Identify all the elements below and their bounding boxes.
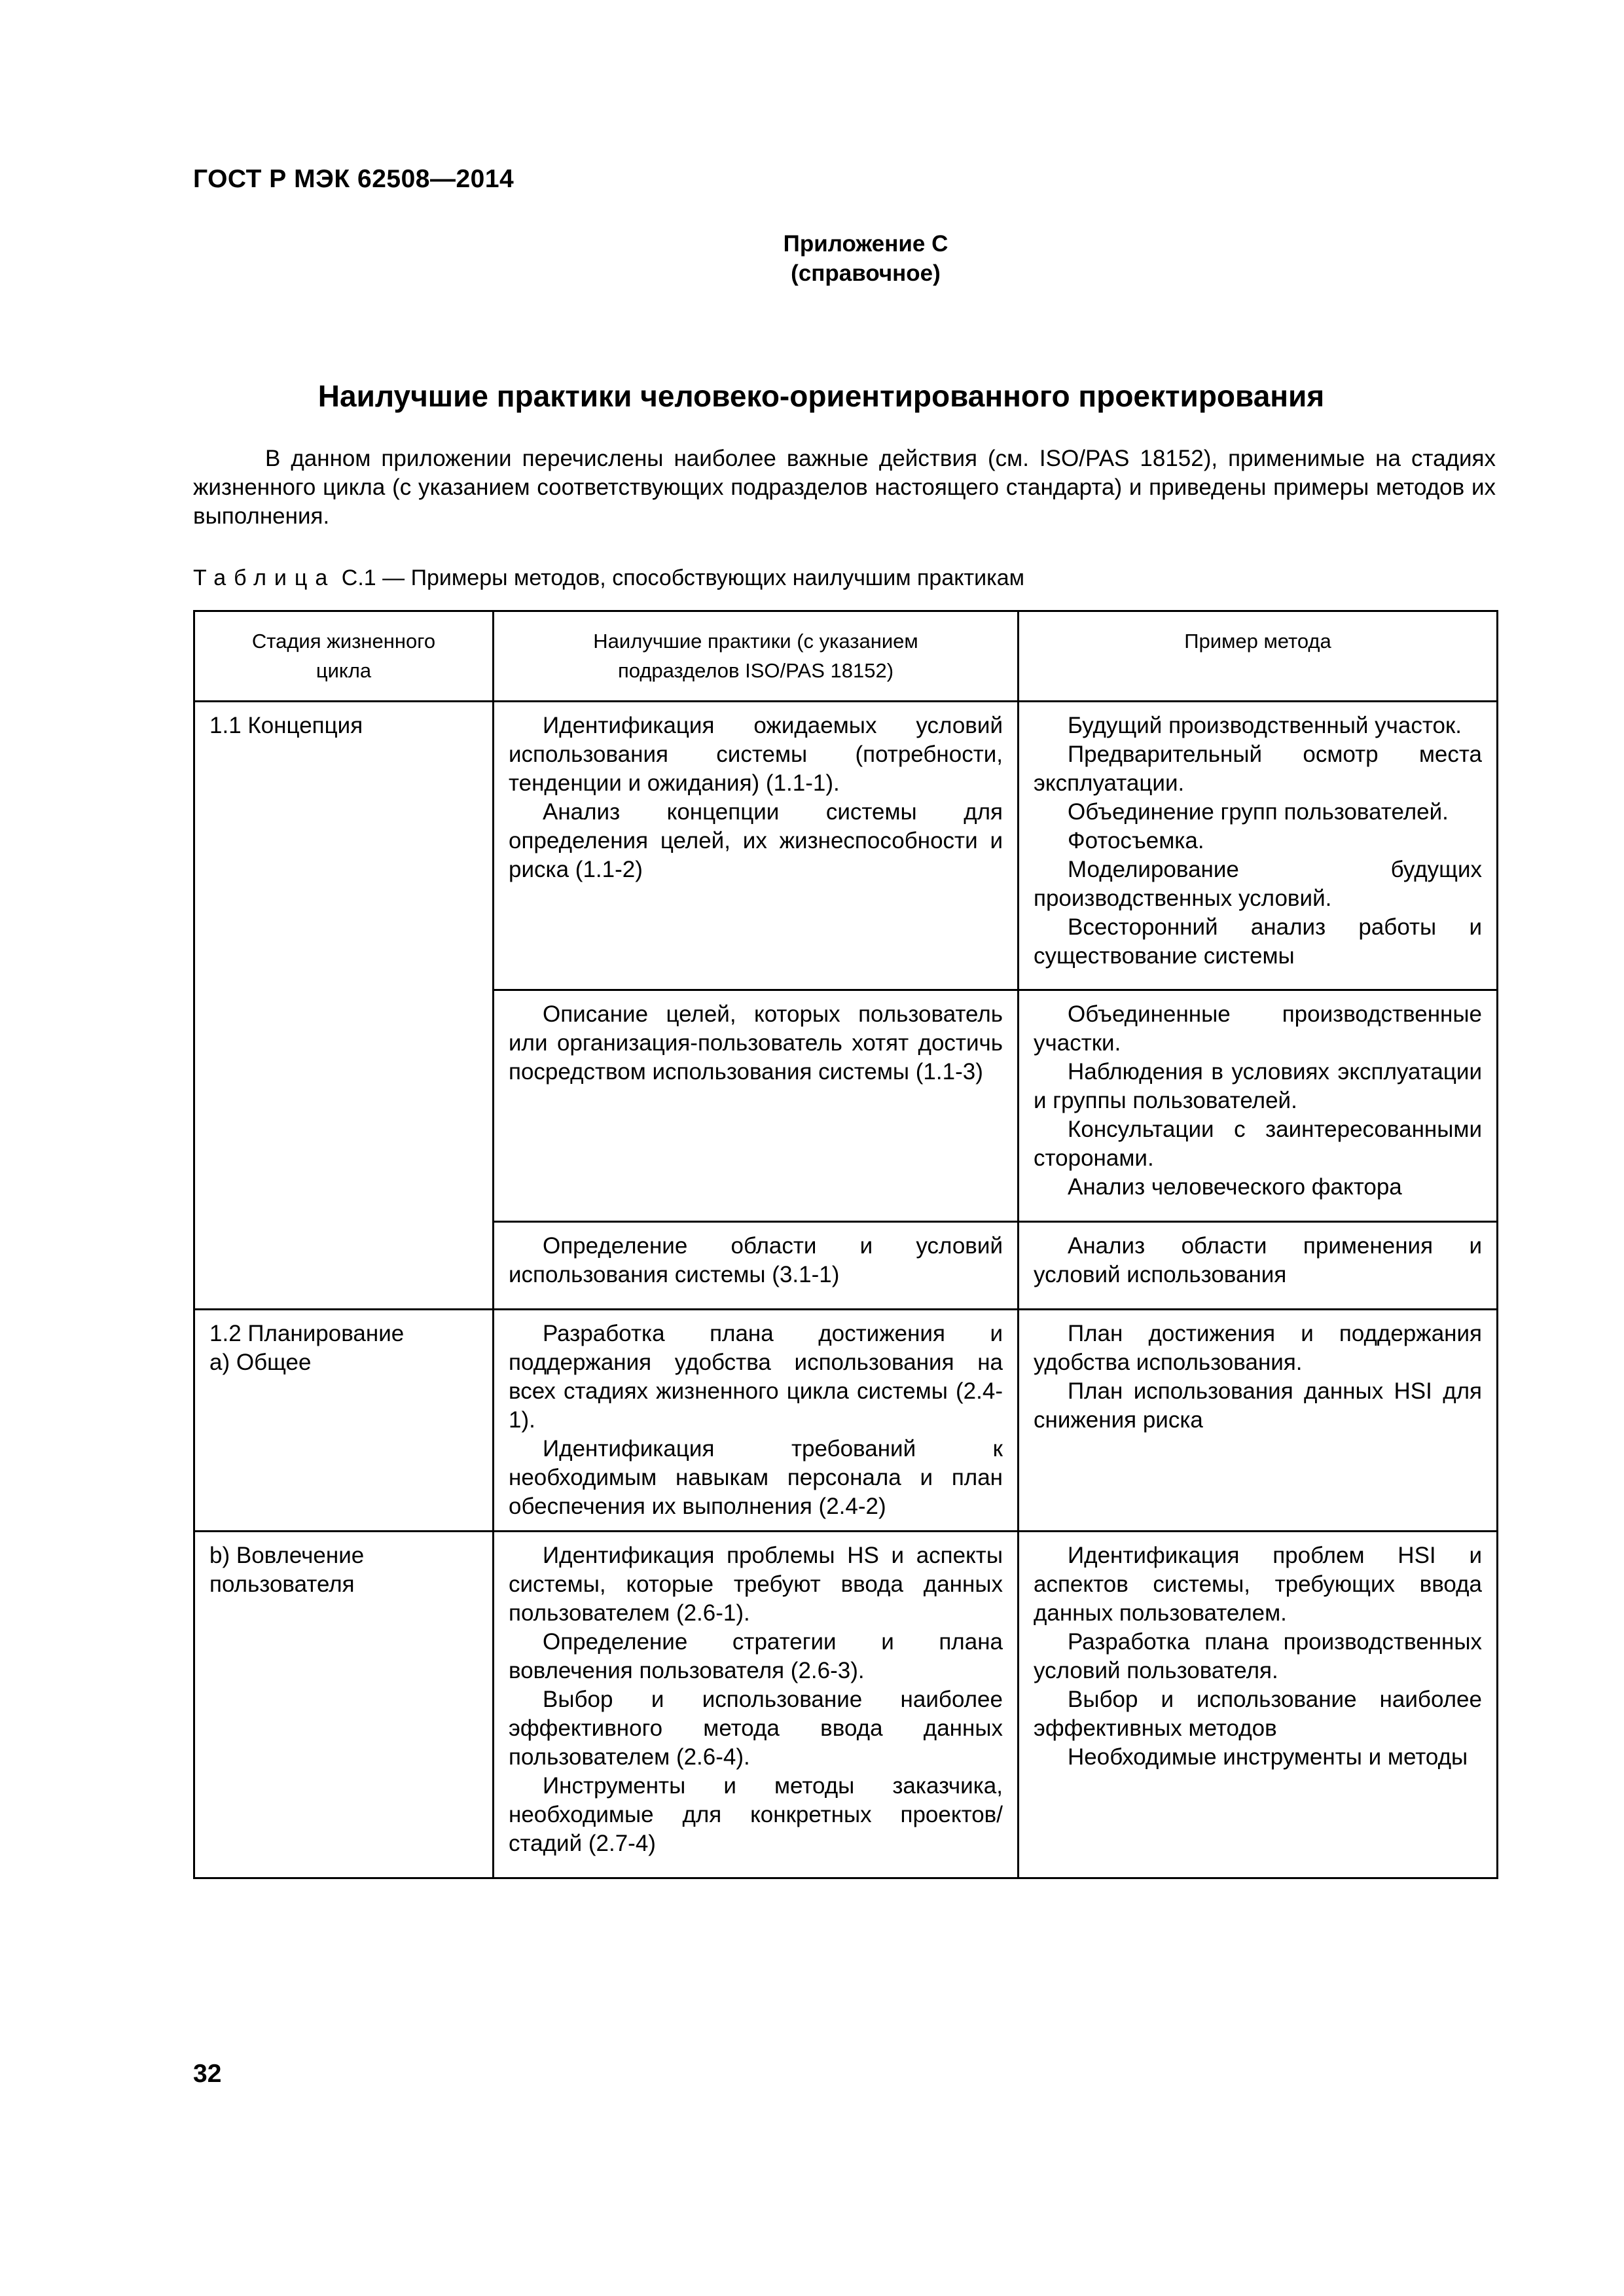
stage-label: b) Вовлечение пользователя bbox=[209, 1543, 365, 1597]
method-item: Анализ области применения и условий использования bbox=[1034, 1233, 1482, 1287]
table-header-row bbox=[194, 611, 1498, 702]
method-item: Объединенные производственные участки. bbox=[1034, 1001, 1482, 1056]
methods-cell bbox=[1019, 702, 1498, 990]
table-caption-text: С.1 — Примеры методов, способствующих наилучшим практикам bbox=[341, 565, 1024, 590]
method-item: Фотосъемка. bbox=[1068, 828, 1204, 853]
stage-label: 1.2 Планирование bbox=[209, 1321, 405, 1346]
stage-cell-involvement bbox=[194, 1532, 494, 1878]
method-item: Всесторонний анализ работы и существование системы bbox=[1034, 914, 1482, 969]
method-item: Наблюдения в условиях эксплуатации и группы пользователей. bbox=[1034, 1059, 1482, 1113]
annex-title: Приложение С bbox=[783, 231, 948, 257]
stage-sublabel: а) Общее bbox=[209, 1350, 312, 1375]
header-stage: Стадия жизненного цикла bbox=[194, 611, 494, 702]
practice-item: Анализ концепции системы для определения целей, их жизнеспособности и риска (1.1-2) bbox=[509, 799, 1003, 882]
method-item: Консультации с заинтересованными сторонами. bbox=[1034, 1117, 1482, 1171]
practices-cell bbox=[494, 1222, 1019, 1310]
stage-cell-concept bbox=[194, 702, 494, 1310]
annex-type: (справочное) bbox=[791, 260, 941, 286]
methods-cell bbox=[1019, 1532, 1498, 1878]
practice-item: Идентификация ожидаемых условий использования системы (потребности, тенденции и ожидания) (1.1-1). bbox=[509, 713, 1003, 796]
page-number: 32 bbox=[193, 2060, 222, 2088]
methods-cell bbox=[1019, 1310, 1498, 1532]
practices-cell bbox=[494, 1310, 1019, 1532]
practice-item: Инструменты и методы заказчика, необходимые для конкретных проектов/стадий (2.7-4) bbox=[509, 1773, 1003, 1856]
practice-item: Выбор и использование наиболее эффективного метода ввода данных пользователем (2.6-4). bbox=[509, 1687, 1003, 1770]
methods-cell bbox=[1019, 1222, 1498, 1310]
practices-table bbox=[193, 610, 1498, 1879]
table-row bbox=[194, 1310, 1498, 1532]
table-row bbox=[194, 702, 1498, 990]
table-row bbox=[194, 1532, 1498, 1878]
intro-paragraph bbox=[193, 444, 1496, 531]
method-item: Моделирование будущих производственных условий. bbox=[1034, 857, 1482, 911]
table-caption-label: Таблица bbox=[193, 565, 336, 590]
method-item: Будущий производственный участок. bbox=[1068, 713, 1462, 738]
practice-item: Разработка плана достижения и поддержания удобства использования на всех стадиях жизненного цикла системы (2.4-1). bbox=[509, 1321, 1003, 1433]
header-practices: Наилучшие практики (с указанием подразделов ISO/PAS 18152) bbox=[494, 611, 1019, 702]
method-item: Необходимые инструменты и методы bbox=[1068, 1744, 1468, 1770]
method-item: План достижения и поддержания удобства использования. bbox=[1034, 1321, 1482, 1375]
header-method: Пример метода bbox=[1019, 611, 1498, 702]
intro-text: В данном приложении перечислены наиболее важные действия (см. ISO/PAS 18152), применимые на стадиях жизненного цикла (с указанием соответствующих подразделов настоящего стандарта) и приведены примеры методов их выполнения. bbox=[193, 446, 1496, 529]
table-caption bbox=[193, 565, 1024, 591]
practices-cell bbox=[494, 702, 1019, 990]
method-item: План использования данных HSI для снижения риска bbox=[1034, 1378, 1482, 1433]
methods-cell bbox=[1019, 990, 1498, 1222]
stage-label: 1.1 Концепция bbox=[209, 713, 363, 738]
method-item: Объединение групп пользователей. bbox=[1068, 799, 1449, 825]
practice-item: Определение области и условий использования системы (3.1-1) bbox=[509, 1233, 1003, 1287]
document-id: ГОСТ Р МЭК 62508—2014 bbox=[193, 165, 514, 193]
method-item: Предварительный осмотр места эксплуатации. bbox=[1034, 742, 1482, 796]
practice-item: Идентификация проблемы HS и аспекты системы, которые требуют ввода данных пользователем (2.6-1). bbox=[509, 1543, 1003, 1626]
practices-cell bbox=[494, 990, 1019, 1222]
stage-cell-planning bbox=[194, 1310, 494, 1532]
practice-item: Идентификация требований к необходимым навыкам персонала и план обеспечения их выполнения (2.4-2) bbox=[509, 1436, 1003, 1519]
practice-item: Описание целей, которых пользователь или организация-пользователь хотят достичь посредством использования системы (1.1-3) bbox=[509, 1001, 1003, 1085]
annex-heading bbox=[0, 229, 1624, 288]
method-item: Анализ человеческого фактора bbox=[1068, 1174, 1402, 1200]
practice-item: Определение стратегии и плана вовлечения пользователя (2.6-3). bbox=[509, 1629, 1003, 1683]
section-title-text: Наилучшие практики человеко-ориентированного проектирования bbox=[317, 379, 1325, 413]
section-title bbox=[0, 378, 1624, 414]
method-item: Идентификация проблем HSI и аспектов системы, требующих ввода данных пользователем. bbox=[1034, 1543, 1482, 1626]
practices-cell bbox=[494, 1532, 1019, 1878]
method-item: Разработка плана производственных условий пользователя. bbox=[1034, 1629, 1482, 1683]
method-item: Выбор и использование наиболее эффективных методов bbox=[1034, 1687, 1482, 1741]
